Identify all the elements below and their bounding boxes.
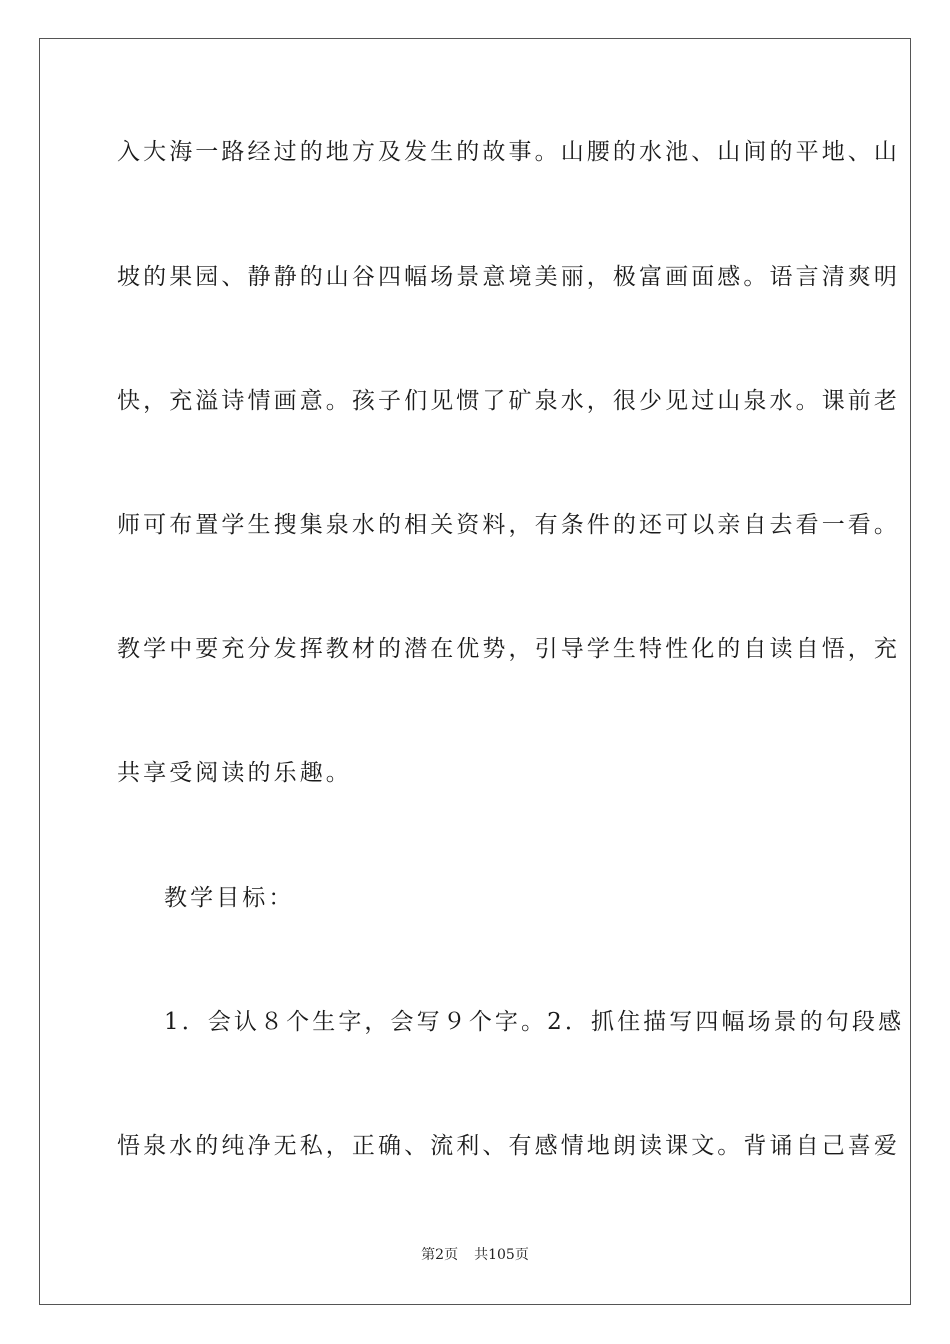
page-footer xyxy=(0,1246,950,1264)
page-total: 共105页 xyxy=(474,1247,529,1263)
body-line-9: 悟泉水的纯净无私，正确、流利、有感情地朗读课文。背诵自己喜爱 xyxy=(117,1133,900,1159)
body-line-8: 1．会认８个生字，会写９个字。2．抓住描写四幅场景的句段感 xyxy=(164,1009,905,1035)
body-line-1: 入大海一路经过的地方及发生的故事。山腰的水池、山间的平地、山 xyxy=(117,139,900,165)
body-line-4: 师可布置学生搜集泉水的相关资料，有条件的还可以亲自去看一看。 xyxy=(117,512,900,538)
body-line-5: 教学中要充分发挥教材的潜在优势，引导学生特性化的自读自悟，充 xyxy=(117,636,900,662)
page-number: 第2页 xyxy=(421,1247,459,1263)
section-heading: 教学目标： xyxy=(164,885,295,911)
body-line-3: 快，充溢诗情画意。孩子们见惯了矿泉水，很少见过山泉水。课前老 xyxy=(117,388,900,414)
body-line-6: 共享受阅读的乐趣。 xyxy=(117,760,352,786)
body-line-2: 坡的果园、静静的山谷四幅场景意境美丽，极富画面感。语言清爽明 xyxy=(117,264,900,290)
page-border xyxy=(39,38,911,1305)
